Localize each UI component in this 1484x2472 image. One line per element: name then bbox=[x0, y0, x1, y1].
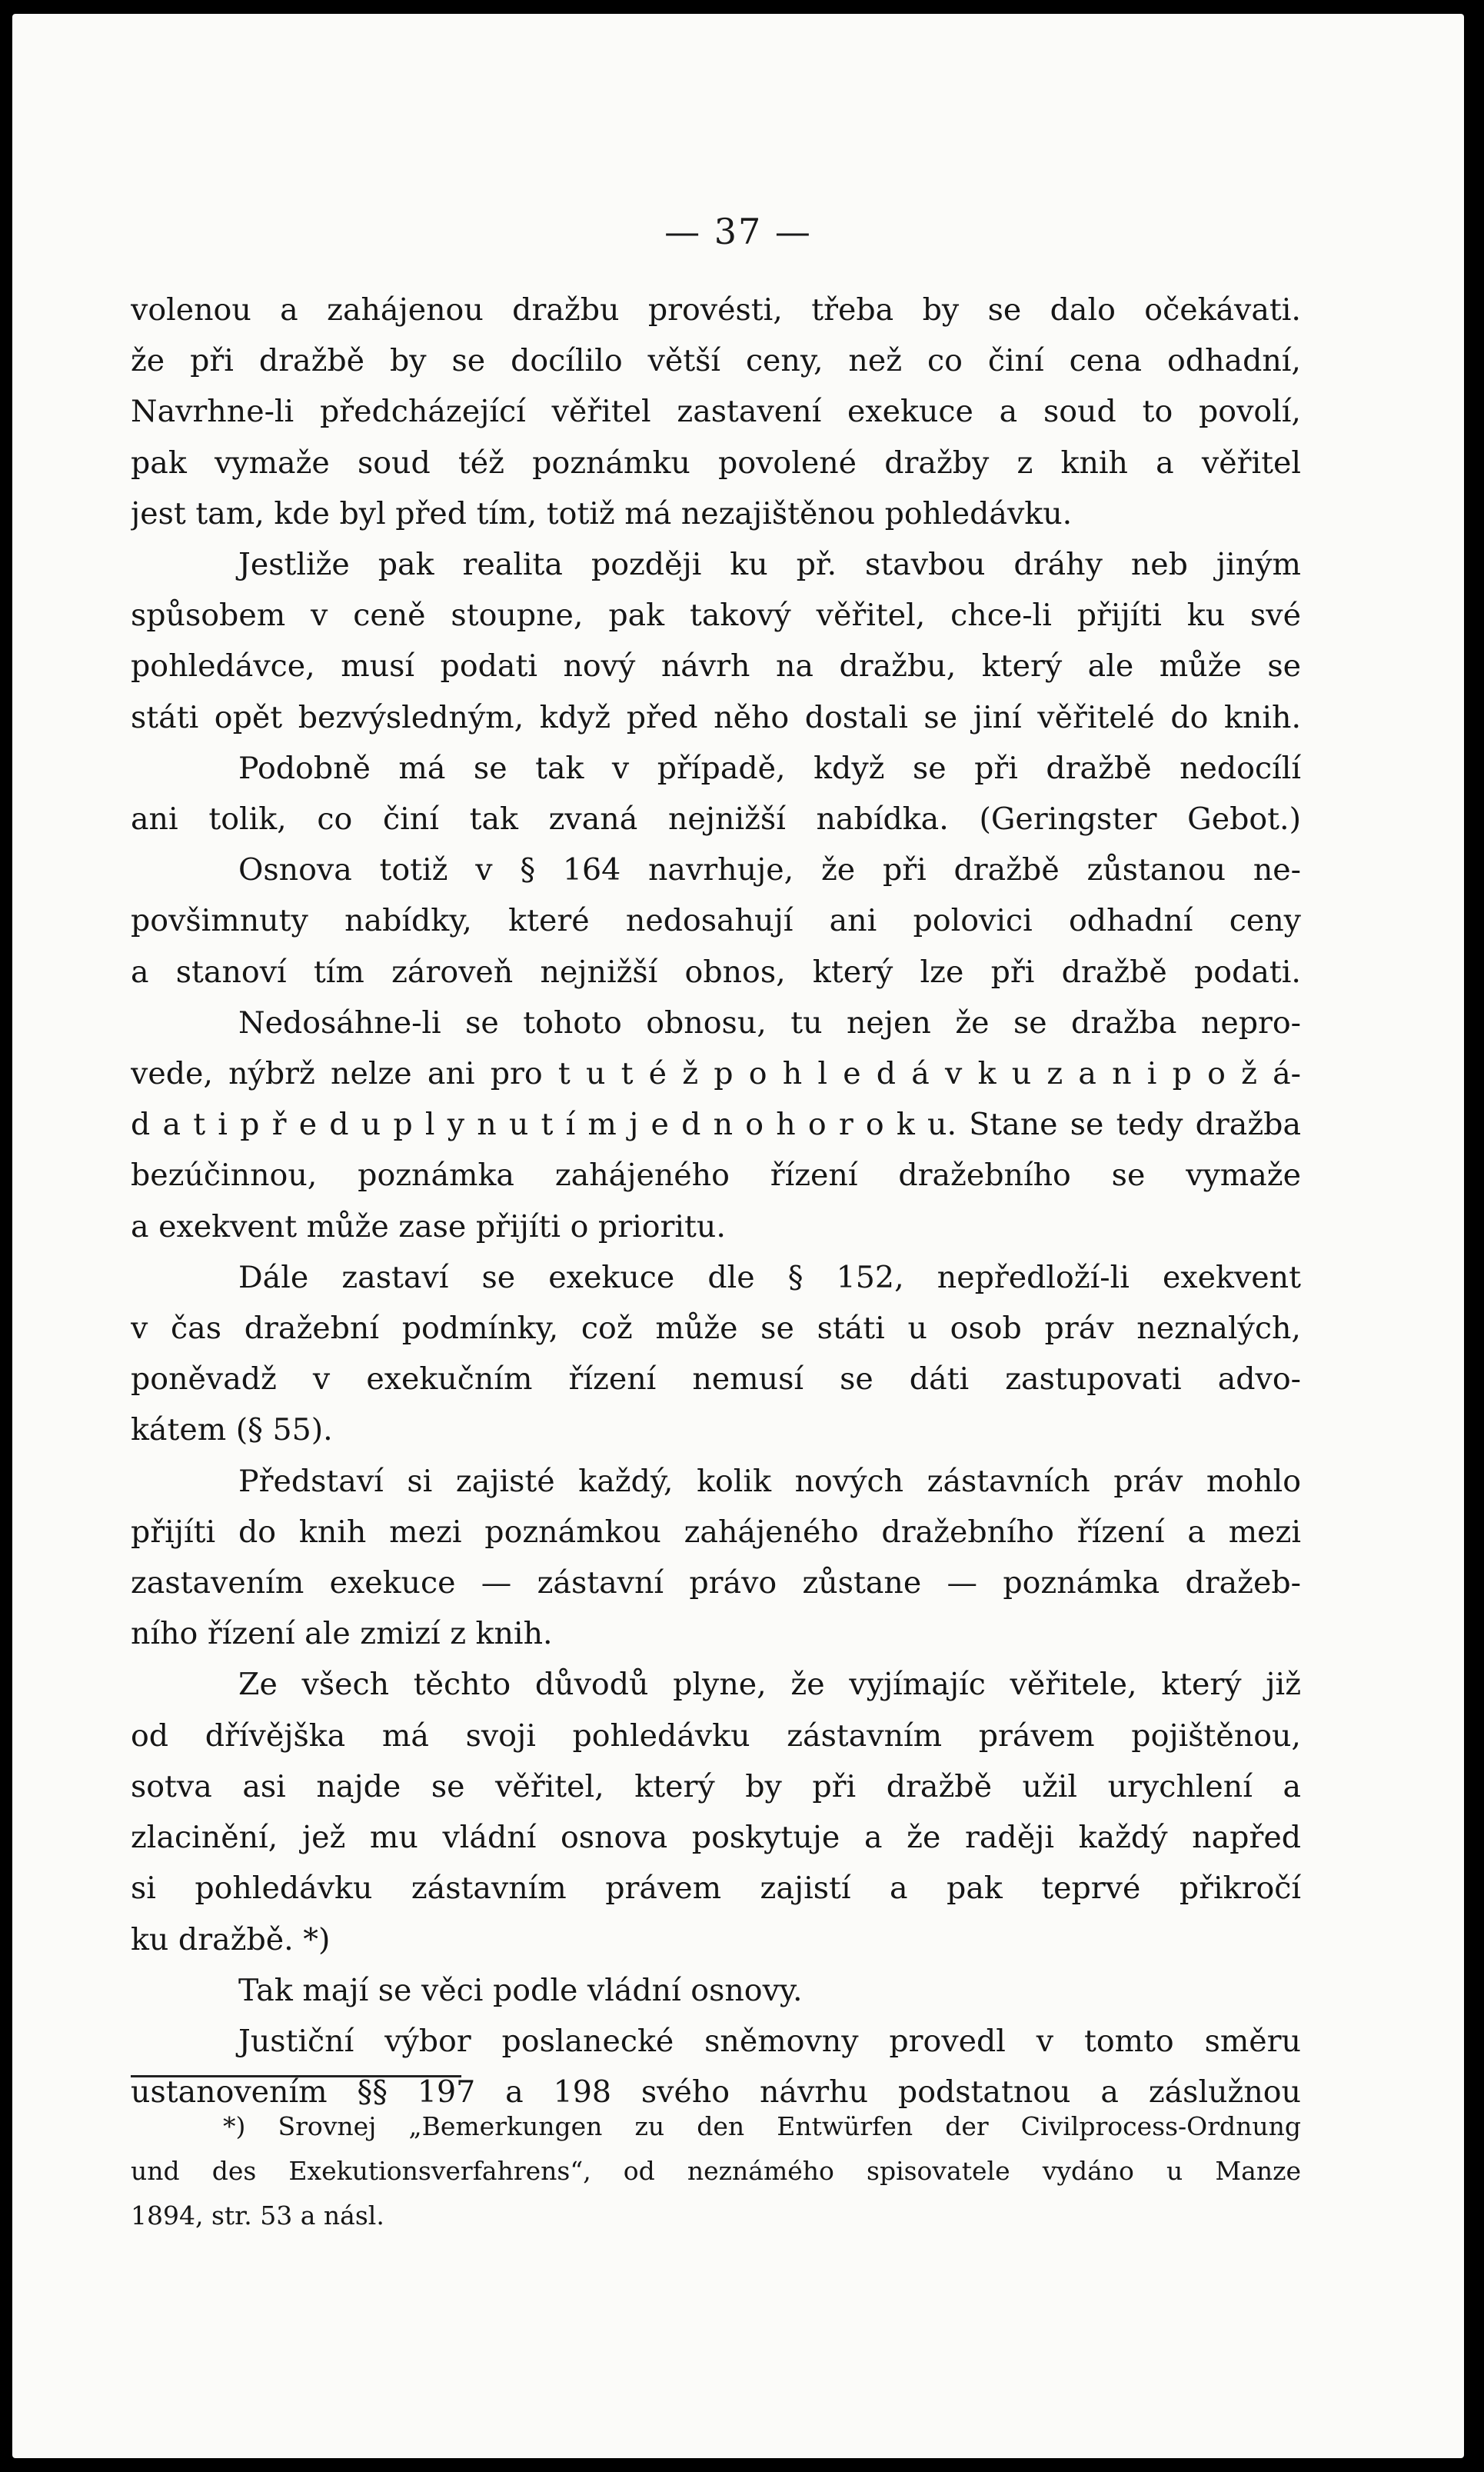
text-line: zastavením exekuce — zástavní právo zůstane — poznámka dražeb- bbox=[131, 1565, 1301, 1601]
text-line: a exekvent může zase přijíti o prioritu. bbox=[131, 1208, 726, 1244]
text-line: spůsobem v ceně stoupne, pak takový věřitel, chce-li přijíti ku své bbox=[131, 598, 1301, 634]
text-line: volenou a zahájenou dražbu provésti, třeba by se dalo očekávati. bbox=[131, 292, 1301, 328]
text-line: Justiční výbor poslanecké sněmovny provedl v tomto směru bbox=[238, 2023, 1301, 2059]
text-line: ku dražbě. *) bbox=[131, 1921, 331, 1957]
footnote-line: *) Srovnej „Bemerkungen zu den Entwürfen der Civilprocess-Ordnung bbox=[223, 2111, 1301, 2141]
text-line: zlacinění, jež mu vládní osnova poskytuje a že raději každý napřed bbox=[131, 1820, 1301, 1856]
text-line: kátem (§ 55). bbox=[131, 1412, 333, 1448]
text-line: ani tolik, co činí tak zvaná nejnižší nabídka. (Geringster Gebot.) bbox=[131, 801, 1301, 838]
text-line: pohledávce, musí podati nový návrh na dražbu, který ale může se bbox=[131, 648, 1301, 685]
footnote-line: 1894, str. 53 a násl. bbox=[131, 2200, 384, 2230]
text-line: povšimnuty nabídky, které nedosahují ani polovici odhadní ceny bbox=[131, 903, 1301, 939]
text-line: Jestliže pak realita později ku př. stavbou dráhy neb jiným bbox=[238, 547, 1301, 583]
text-line: Dále zastaví se exekuce dle § 152, nepředloží-li exekvent bbox=[238, 1259, 1301, 1295]
text-line: státi opět bezvýsledným, když před něho dostali se jiní věřitelé do knih. bbox=[131, 699, 1301, 735]
text-line: Nedosáhne-li se tohoto obnosu, tu nejen že se dražba nepro- bbox=[238, 1004, 1301, 1041]
text-line: Tak mají se věci podle vládní osnovy. bbox=[238, 1972, 803, 2008]
text-line: bezúčinnou, poznámka zahájeného řízení dražebního se vymaže bbox=[131, 1158, 1301, 1194]
text-line: jest tam, kde byl před tím, totiž má nezajištěnou pohledávku. bbox=[131, 495, 1073, 531]
text-line: Navrhne-li předcházející věřitel zastavení exekuce a soud to povolí, bbox=[131, 394, 1301, 430]
text-line: Podobně má se tak v případě, když se při dražbě nedocílí bbox=[238, 750, 1301, 786]
footnote bbox=[131, 2104, 1301, 2238]
text-line: pak vymaže soud též poznámku povolené dražby z knih a věřitel bbox=[131, 445, 1301, 481]
book-page bbox=[12, 14, 1464, 2458]
text-line: Představí si zajisté každý, kolik nových zástavních práv mohlo bbox=[238, 1463, 1301, 1499]
footnote-line: und des Exekutionsverfahrens“, od neznámého spisovatele vydáno u Manze bbox=[131, 2156, 1301, 2186]
text-line: vede, nýbrž nelze ani pro t u t é ž p o h l e d á v k u z a n i p o ž á- bbox=[131, 1056, 1301, 1092]
text-line: Osnova totiž v § 164 navrhuje, že při dražbě zůstanou ne- bbox=[238, 852, 1301, 888]
text-line: d a t i p ř e d u p l y n u t í m j e d n o h o r o k u. Stane se tedy dražba bbox=[131, 1107, 1301, 1143]
text-line: v čas dražební podmínky, což může se státi u osob práv neznalých, bbox=[131, 1311, 1301, 1347]
text-line: ustanovením §§ 197 a 198 svého návrhu podstatnou a záslužnou bbox=[131, 2074, 1301, 2111]
text-line: ního řízení ale zmizí z knih. bbox=[131, 1616, 553, 1652]
text-line: od dřívějška má svoji pohledávku zástavním právem pojištěnou, bbox=[131, 1717, 1301, 1754]
text-line: a stanoví tím zároveň nejnižší obnos, který lze při dražbě podati. bbox=[131, 954, 1301, 990]
text-line: přijíti do knih mezi poznámkou zahájeného dražebního řízení a mezi bbox=[131, 1514, 1301, 1550]
page-number: — 37 — bbox=[664, 211, 812, 252]
text-line: si pohledávku zástavním právem zajistí a pak teprvé přikročí bbox=[131, 1871, 1301, 1907]
text-line: že při dražbě by se docílilo větší ceny, než co činí cena odhadní, bbox=[131, 343, 1301, 379]
body-text bbox=[131, 285, 1301, 2117]
text-line: sotva asi najde se věřitel, který by při dražbě užil urychlení a bbox=[131, 1768, 1301, 1804]
footnote-divider bbox=[131, 2075, 461, 2077]
text-line: poněvadž v exekučním řízení nemusí se dáti zastupovati advo- bbox=[131, 1361, 1301, 1398]
text-line: Ze všech těchto důvodů plyne, že vyjímajíc věřitele, který již bbox=[238, 1667, 1301, 1703]
